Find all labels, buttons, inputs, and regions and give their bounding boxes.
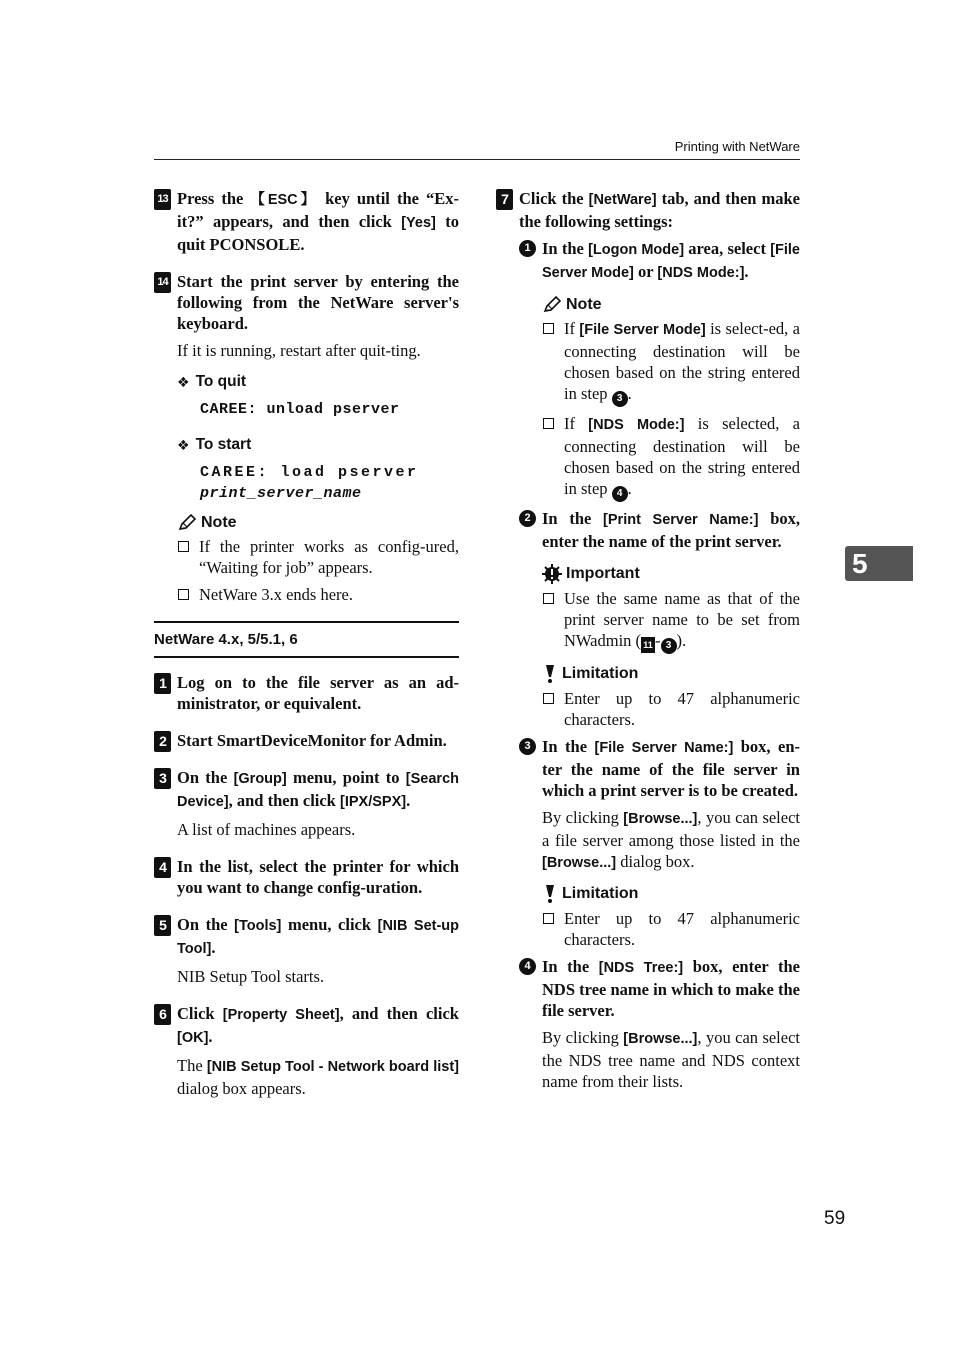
step-title: Click the [NetWare] tab, and then make the following settings: — [519, 189, 800, 231]
note-item: If [File Server Mode] is select-ed, a connecting destination will be chosen based on the string entered in step 3 . — [542, 318, 800, 407]
pencil-icon — [177, 514, 197, 532]
checkbox-bullet-icon — [178, 541, 189, 552]
step-13 — [154, 188, 459, 255]
substep-number: 2 — [519, 510, 536, 527]
step-ref-icon: 3 — [612, 391, 628, 407]
limitation-heading: Limitation — [542, 884, 800, 904]
checkbox-bullet-icon — [543, 323, 554, 334]
netware-tab-ref: [NetWare] — [588, 192, 657, 208]
step-number: 3 — [154, 768, 171, 789]
step-1 — [154, 672, 459, 714]
step-6 — [154, 1003, 459, 1099]
important-heading: Important — [542, 564, 800, 584]
step-title: Start SmartDeviceMonitor for Admin. — [177, 731, 447, 750]
note-item: If [NDS Mode:] is selected, a connecting destination will be chosen based on the string entered in step 4 . — [542, 413, 800, 502]
ipx-spx-ref: [IPX/SPX] — [340, 794, 407, 810]
section-title: NetWare 4.x, 5/5.1, 6 — [154, 631, 298, 648]
to-quit-heading: ❖ To quit — [177, 373, 247, 390]
substep-number: 1 — [519, 240, 536, 257]
browse-button-ref: [Browse...] — [623, 1031, 698, 1047]
step-number: 2 — [154, 731, 171, 752]
step-title: On the [Tools] menu, click [NIB Set-up Tool]. — [177, 915, 459, 957]
exclamation-icon — [542, 884, 558, 904]
step-4 — [154, 856, 459, 898]
to-start-heading: ❖ To start — [177, 436, 252, 453]
chapter-tab: 5 — [845, 546, 913, 581]
print-server-name-ref: [Print Server Name:] — [603, 512, 759, 528]
to-start-code: CAREE: load pserver print_server_name — [200, 464, 419, 502]
limitation-heading: Limitation — [542, 664, 800, 684]
substep-paragraph: By clicking [Browse...], you can select a file server among those listed in the [Browse...] dialog box. — [542, 808, 800, 871]
step-title: Log on to the file server as an ad-ministrator, or equivalent. — [177, 673, 459, 713]
step-title: Click [Property Sheet], and then click [OK]. — [177, 1004, 459, 1046]
step-number: 5 — [154, 915, 171, 936]
step-ref-square-icon: 11 — [641, 637, 655, 653]
step-ref-icon: 3 — [661, 638, 677, 654]
step-7 — [496, 188, 800, 232]
substep-number: 4 — [519, 958, 536, 975]
note-heading: Note — [542, 296, 800, 314]
step-ref-icon: 4 — [612, 486, 628, 502]
header-rule — [154, 159, 800, 160]
step-number: 13 — [154, 189, 171, 210]
nds-tree-ref: [NDS Tree:] — [598, 960, 684, 976]
right-column — [496, 188, 800, 1096]
step-number: 7 — [496, 189, 513, 210]
dialog-name-ref: [NIB Setup Tool - Network board list] — [206, 1059, 459, 1075]
browse-dialog-ref: [Browse...] — [542, 855, 617, 871]
step-number: 4 — [154, 857, 171, 878]
group-menu-ref: [Group] — [233, 771, 287, 787]
section-rule-bottom — [154, 656, 459, 658]
step-paragraph: The [NIB Setup Tool - Network board list] dialog box appears. — [177, 1056, 459, 1098]
note-item: NetWare 3.x ends here. — [177, 584, 459, 605]
limitation-item: Enter up to 47 alphanumeric characters. — [542, 688, 800, 730]
step-title: On the [Group] menu, point to [Search Device], and then click [IPX/SPX]. — [177, 768, 459, 810]
page-header-title: Printing with NetWare — [674, 139, 800, 154]
step-5 — [154, 914, 459, 987]
step-paragraph: If it is running, restart after quit-ting. — [177, 341, 421, 360]
step-title: Press the 【ESC】 key until the “Ex-it?” appears, and then click [Yes] to quit PCONSOLE. — [177, 189, 460, 254]
note-item: If the printer works as config-ured, “Waiting for job” appears. — [177, 536, 459, 578]
substep-number: 3 — [519, 738, 536, 755]
checkbox-bullet-icon — [543, 593, 554, 604]
step-14 — [154, 271, 459, 605]
checkbox-bullet-icon — [543, 693, 554, 704]
yes-button-ref: [Yes] — [401, 215, 436, 231]
step-number: 6 — [154, 1004, 171, 1025]
important-icon — [542, 564, 562, 584]
pencil-icon — [542, 296, 562, 314]
note-heading: Note — [177, 514, 459, 532]
exclamation-icon — [542, 664, 558, 684]
substep-paragraph: By clicking [Browse...], you can select the NDS tree name and NDS context name from their lists. — [542, 1028, 800, 1091]
step-paragraph: NIB Setup Tool starts. — [177, 967, 325, 986]
substep-4: 4 In the [NDS Tree:] box, enter the NDS tree name in which to make the file server. By clicking [Browse...], you can select the NDS tree name and NDS context name from their lists. — [519, 956, 800, 1092]
file-server-mode-ref: [File Server Mode] — [542, 242, 800, 281]
step-number: 14 — [154, 272, 171, 293]
diamond-bullet-icon: ❖ — [177, 373, 190, 390]
step-paragraph: A list of machines appears. — [177, 820, 356, 839]
substep-3: 3 In the [File Server Name:] box, en-ter the name of the file server in which a print server is to be created. By clicking [Browse...], you can select a file server among those listed in the [Browse...] dialog box. Limitation Enter up to 47 alphanumeric characters. — [519, 736, 800, 950]
browse-button-ref: [Browse...] — [623, 811, 698, 827]
step-number: 1 — [154, 673, 171, 694]
left-column — [154, 188, 459, 1115]
step-title: Start the print server by entering the following from the NetWare server's keyboard. — [177, 272, 459, 333]
property-sheet-ref: [Property Sheet] — [222, 1007, 340, 1023]
nib-setup-tool-ref: [NIB Set-up Tool] — [177, 918, 459, 957]
limitation-item: Enter up to 47 alphanumeric characters. — [542, 908, 800, 950]
important-item: Use the same name as that of the print server name to be set from NWadmin ( 11 - 3 ). — [542, 588, 800, 654]
checkbox-bullet-icon — [543, 418, 554, 429]
step-title: In the list, select the printer for which you want to change config-uration. — [177, 857, 459, 897]
step-3 — [154, 767, 459, 840]
logon-mode-ref: [Logon Mode] — [588, 242, 685, 258]
step-2 — [154, 730, 459, 751]
search-device-ref: [Search Device] — [177, 771, 459, 810]
tools-menu-ref: [Tools] — [234, 918, 282, 934]
checkbox-bullet-icon — [178, 589, 189, 600]
file-server-name-ref: [File Server Name:] — [594, 740, 734, 756]
checkbox-bullet-icon — [543, 913, 554, 924]
page-number: 59 — [824, 1208, 846, 1229]
esc-key: 【ESC】 — [250, 192, 319, 208]
diamond-bullet-icon: ❖ — [177, 436, 190, 453]
substep-2: 2 In the [Print Server Name:] box, enter the name of the print server. Important Use the same name as that of the print server name to be set from NWadmin ( 11 - 3 ). Limitation Enter up to 47 alphanumeric characters. — [519, 508, 800, 730]
substep-1: 1 In the [Logon Mode] area, select [File Server Mode] or [NDS Mode:]. Note If [File Server Mode] is select-ed, a connecting destination will be chosen based on the string entered in step 3 . If [NDS Mode:] is selected, a connecting destination will be chosen based on the string entered in step 4 . — [519, 238, 800, 502]
ok-button-ref: [OK] — [177, 1030, 209, 1046]
to-quit-code: CAREE: unload pserver — [200, 401, 400, 418]
nds-mode-ref: [NDS Mode:] — [657, 265, 745, 281]
